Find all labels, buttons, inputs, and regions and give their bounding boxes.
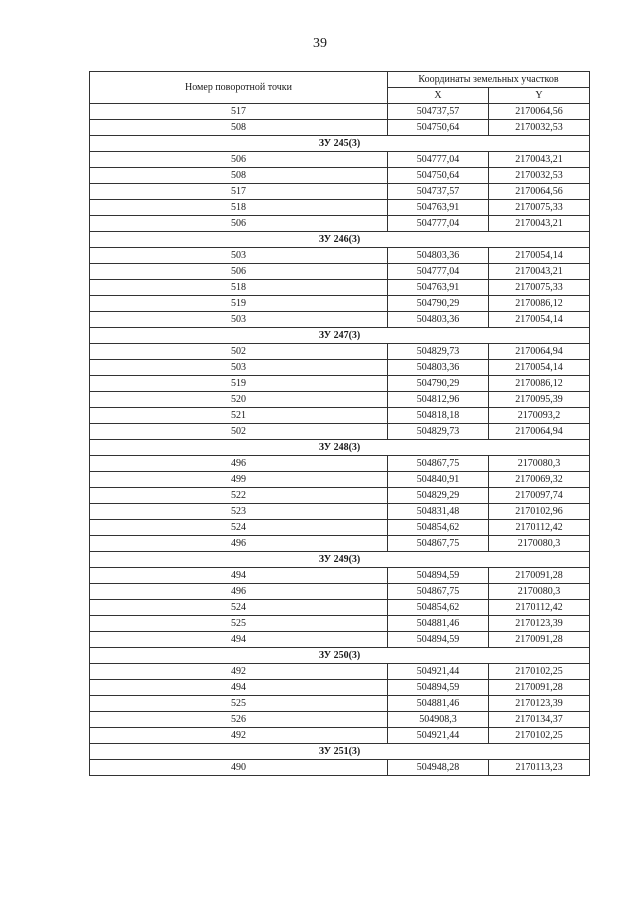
x-coordinate-cell: 504854,62 (388, 600, 489, 616)
header-coordinates: Координаты земельных участков (388, 72, 590, 88)
x-coordinate-cell: 504737,57 (388, 104, 489, 120)
table-row (90, 392, 590, 408)
x-coordinate-cell: 504867,75 (388, 456, 489, 472)
section-row (90, 328, 590, 344)
x-coordinate-cell: 504908,3 (388, 712, 489, 728)
x-coordinate-cell: 504777,04 (388, 264, 489, 280)
x-coordinate-cell: 504948,28 (388, 760, 489, 776)
point-number-cell: 492 (90, 728, 388, 744)
y-coordinate-cell: 2170095,39 (489, 392, 590, 408)
y-coordinate-cell: 2170091,28 (489, 632, 590, 648)
y-coordinate-cell: 2170113,23 (489, 760, 590, 776)
x-coordinate-cell: 504829,29 (388, 488, 489, 504)
y-coordinate-cell: 2170123,39 (489, 696, 590, 712)
point-number-cell: 524 (90, 520, 388, 536)
point-number-cell: 503 (90, 248, 388, 264)
point-number-cell: 496 (90, 456, 388, 472)
table-row (90, 360, 590, 376)
point-number-cell: 522 (90, 488, 388, 504)
table-row (90, 168, 590, 184)
y-coordinate-cell: 2170123,39 (489, 616, 590, 632)
table-row (90, 456, 590, 472)
point-number-cell: 506 (90, 264, 388, 280)
table-row (90, 408, 590, 424)
point-number-cell: 494 (90, 680, 388, 696)
section-row (90, 648, 590, 664)
point-number-cell: 517 (90, 104, 388, 120)
x-coordinate-cell: 504881,46 (388, 696, 489, 712)
point-number-cell: 508 (90, 120, 388, 136)
header-y: Y (489, 88, 590, 104)
table-row (90, 248, 590, 264)
header-point-number: Номер поворотной точки (90, 72, 388, 104)
y-coordinate-cell: 2170032,53 (489, 168, 590, 184)
x-coordinate-cell: 504831,48 (388, 504, 489, 520)
table-row (90, 104, 590, 120)
y-coordinate-cell: 2170080,3 (489, 456, 590, 472)
table-row (90, 520, 590, 536)
point-number-cell: 526 (90, 712, 388, 728)
section-label: ЗУ 248(3) (90, 440, 590, 456)
y-coordinate-cell: 2170112,42 (489, 600, 590, 616)
point-number-cell: 508 (90, 168, 388, 184)
point-number-cell: 520 (90, 392, 388, 408)
point-number-cell: 502 (90, 344, 388, 360)
table-row (90, 664, 590, 680)
x-coordinate-cell: 504790,29 (388, 376, 489, 392)
table-row (90, 712, 590, 728)
x-coordinate-cell: 504894,59 (388, 568, 489, 584)
table-row (90, 264, 590, 280)
table-row (90, 680, 590, 696)
x-coordinate-cell: 504750,64 (388, 120, 489, 136)
y-coordinate-cell: 2170075,33 (489, 200, 590, 216)
y-coordinate-cell: 2170064,94 (489, 344, 590, 360)
y-coordinate-cell: 2170112,42 (489, 520, 590, 536)
y-coordinate-cell: 2170086,12 (489, 376, 590, 392)
point-number-cell: 492 (90, 664, 388, 680)
y-coordinate-cell: 2170091,28 (489, 680, 590, 696)
x-coordinate-cell: 504894,59 (388, 632, 489, 648)
x-coordinate-cell: 504921,44 (388, 728, 489, 744)
y-coordinate-cell: 2170064,94 (489, 424, 590, 440)
x-coordinate-cell: 504790,29 (388, 296, 489, 312)
x-coordinate-cell: 504803,36 (388, 312, 489, 328)
x-coordinate-cell: 504777,04 (388, 216, 489, 232)
point-number-cell: 506 (90, 216, 388, 232)
y-coordinate-cell: 2170102,25 (489, 664, 590, 680)
x-coordinate-cell: 504812,96 (388, 392, 489, 408)
y-coordinate-cell: 2170091,28 (489, 568, 590, 584)
x-coordinate-cell: 504737,57 (388, 184, 489, 200)
point-number-cell: 521 (90, 408, 388, 424)
x-coordinate-cell: 504829,73 (388, 424, 489, 440)
point-number-cell: 517 (90, 184, 388, 200)
x-coordinate-cell: 504894,59 (388, 680, 489, 696)
point-number-cell: 496 (90, 584, 388, 600)
table-row (90, 344, 590, 360)
point-number-cell: 494 (90, 632, 388, 648)
section-row (90, 136, 590, 152)
point-number-cell: 525 (90, 616, 388, 632)
y-coordinate-cell: 2170086,12 (489, 296, 590, 312)
x-coordinate-cell: 504867,75 (388, 536, 489, 552)
table-row (90, 504, 590, 520)
section-label: ЗУ 249(3) (90, 552, 590, 568)
table-row (90, 760, 590, 776)
point-number-cell: 525 (90, 696, 388, 712)
table-row (90, 216, 590, 232)
table-row (90, 312, 590, 328)
x-coordinate-cell: 504777,04 (388, 152, 489, 168)
table-row (90, 296, 590, 312)
table-row (90, 472, 590, 488)
x-coordinate-cell: 504750,64 (388, 168, 489, 184)
x-coordinate-cell: 504763,91 (388, 200, 489, 216)
point-number-cell: 518 (90, 280, 388, 296)
y-coordinate-cell: 2170054,14 (489, 248, 590, 264)
y-coordinate-cell: 2170064,56 (489, 184, 590, 200)
x-coordinate-cell: 504818,18 (388, 408, 489, 424)
y-coordinate-cell: 2170080,3 (489, 536, 590, 552)
x-coordinate-cell: 504921,44 (388, 664, 489, 680)
y-coordinate-cell: 2170075,33 (489, 280, 590, 296)
y-coordinate-cell: 2170032,53 (489, 120, 590, 136)
table-row (90, 600, 590, 616)
table-row (90, 616, 590, 632)
y-coordinate-cell: 2170080,3 (489, 584, 590, 600)
point-number-cell: 519 (90, 376, 388, 392)
y-coordinate-cell: 2170102,25 (489, 728, 590, 744)
table-row (90, 488, 590, 504)
table-row (90, 632, 590, 648)
x-coordinate-cell: 504867,75 (388, 584, 489, 600)
y-coordinate-cell: 2170069,32 (489, 472, 590, 488)
table-row (90, 200, 590, 216)
x-coordinate-cell: 504803,36 (388, 248, 489, 264)
x-coordinate-cell: 504854,62 (388, 520, 489, 536)
y-coordinate-cell: 2170054,14 (489, 312, 590, 328)
point-number-cell: 519 (90, 296, 388, 312)
point-number-cell: 496 (90, 536, 388, 552)
table-row (90, 120, 590, 136)
y-coordinate-cell: 2170043,21 (489, 264, 590, 280)
table-row (90, 152, 590, 168)
section-label: ЗУ 245(3) (90, 136, 590, 152)
table-row (90, 184, 590, 200)
section-label: ЗУ 246(3) (90, 232, 590, 248)
x-coordinate-cell: 504829,73 (388, 344, 489, 360)
y-coordinate-cell: 2170043,21 (489, 152, 590, 168)
table-row (90, 568, 590, 584)
header-x: X (388, 88, 489, 104)
section-row (90, 552, 590, 568)
table-row (90, 424, 590, 440)
section-row (90, 232, 590, 248)
table-row (90, 696, 590, 712)
y-coordinate-cell: 2170134,37 (489, 712, 590, 728)
y-coordinate-cell: 2170093,2 (489, 408, 590, 424)
section-label: ЗУ 251(3) (90, 744, 590, 760)
table-row (90, 728, 590, 744)
point-number-cell: 503 (90, 312, 388, 328)
x-coordinate-cell: 504763,91 (388, 280, 489, 296)
point-number-cell: 503 (90, 360, 388, 376)
x-coordinate-cell: 504881,46 (388, 616, 489, 632)
point-number-cell: 523 (90, 504, 388, 520)
point-number-cell: 524 (90, 600, 388, 616)
section-label: ЗУ 250(3) (90, 648, 590, 664)
y-coordinate-cell: 2170064,56 (489, 104, 590, 120)
table-row (90, 376, 590, 392)
table-row (90, 584, 590, 600)
coordinates-table (89, 71, 590, 776)
y-coordinate-cell: 2170102,96 (489, 504, 590, 520)
x-coordinate-cell: 504840,91 (388, 472, 489, 488)
point-number-cell: 490 (90, 760, 388, 776)
table-row (90, 280, 590, 296)
table-row (90, 536, 590, 552)
y-coordinate-cell: 2170054,14 (489, 360, 590, 376)
page-number: 39 (313, 36, 327, 51)
section-row (90, 440, 590, 456)
section-label: ЗУ 247(3) (90, 328, 590, 344)
x-coordinate-cell: 504803,36 (388, 360, 489, 376)
section-row (90, 744, 590, 760)
point-number-cell: 506 (90, 152, 388, 168)
y-coordinate-cell: 2170043,21 (489, 216, 590, 232)
point-number-cell: 499 (90, 472, 388, 488)
y-coordinate-cell: 2170097,74 (489, 488, 590, 504)
point-number-cell: 502 (90, 424, 388, 440)
point-number-cell: 518 (90, 200, 388, 216)
point-number-cell: 494 (90, 568, 388, 584)
